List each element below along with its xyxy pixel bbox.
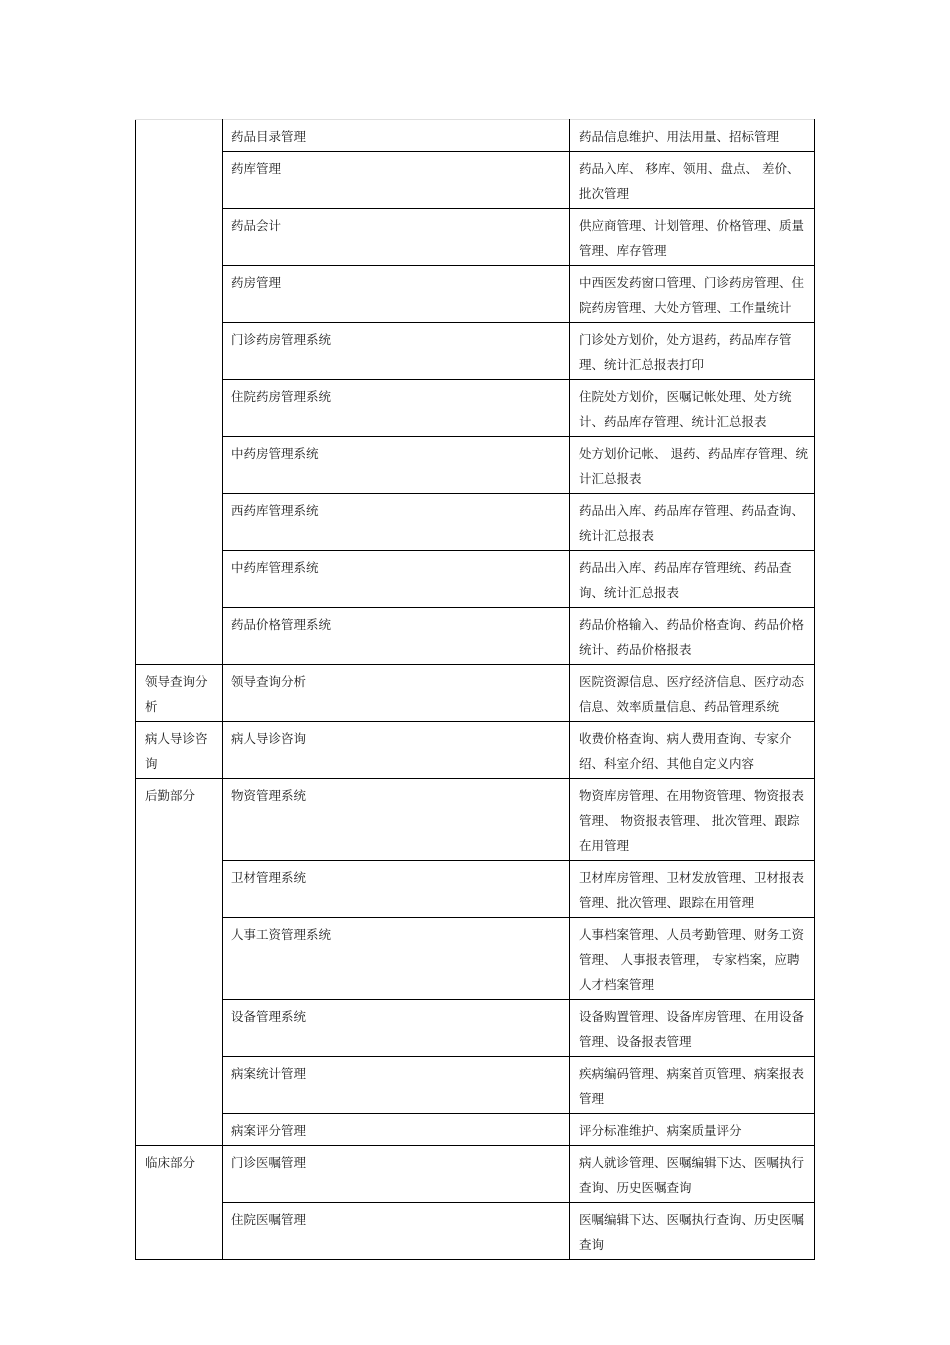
submodule-cell: 设备管理系统 [223, 1000, 570, 1057]
submodule-cell: 病案评分管理 [223, 1114, 570, 1146]
function-cell: 设备购置管理、设备库房管理、在用设备管理、设备报表管理 [570, 1000, 815, 1057]
category-cell: 病人导诊咨询 [136, 722, 223, 779]
function-cell: 供应商管理、计划管理、价格管理、质量管理、库存管理 [570, 209, 815, 266]
function-cell: 药品价格输入、药品价格查询、药品价格统计、药品价格报表 [570, 608, 815, 665]
category-cell [136, 120, 223, 665]
table-row [136, 152, 815, 209]
function-cell: 药品信息维护、用法用量、招标管理 [570, 120, 815, 152]
table-row [136, 1203, 815, 1260]
submodule-cell: 病案统计管理 [223, 1057, 570, 1114]
submodule-cell: 物资管理系统 [223, 779, 570, 861]
submodule-cell: 住院医嘱管理 [223, 1203, 570, 1260]
table-row [136, 1146, 815, 1203]
table-row [136, 665, 815, 722]
submodule-cell: 中药房管理系统 [223, 437, 570, 494]
table-row [136, 1057, 815, 1114]
table-row [136, 722, 815, 779]
table-row [136, 437, 815, 494]
category-cell: 领导查询分析 [136, 665, 223, 722]
table-row [136, 551, 815, 608]
table-row [136, 918, 815, 1000]
function-cell: 住院处方划价，医嘱记帐处理、处方统计、药品库存管理、统计汇总报表 [570, 380, 815, 437]
function-cell: 评分标准维护、病案质量评分 [570, 1114, 815, 1146]
submodule-cell: 住院药房管理系统 [223, 380, 570, 437]
function-cell: 中西医发药窗口管理、门诊药房管理、住院药房管理、大处方管理、工作量统计 [570, 266, 815, 323]
submodule-cell: 药品价格管理系统 [223, 608, 570, 665]
submodule-cell: 门诊医嘱管理 [223, 1146, 570, 1203]
table-row [136, 1000, 815, 1057]
function-cell: 药品出入库、药品库存管理、药品查询、统计汇总报表 [570, 494, 815, 551]
submodule-cell: 药房管理 [223, 266, 570, 323]
table-row [136, 608, 815, 665]
category-cell: 临床部分 [136, 1146, 223, 1260]
table-row [136, 380, 815, 437]
submodule-cell: 药品目录管理 [223, 120, 570, 152]
function-cell: 门诊处方划价，处方退药，药品库存管理、统计汇总报表打印 [570, 323, 815, 380]
submodule-cell: 西药库管理系统 [223, 494, 570, 551]
table-row [136, 779, 815, 861]
function-cell: 物资库房管理、在用物资管理、物资报表管理、 物资报表管理、 批次管理、跟踪在用管理 [570, 779, 815, 861]
table-row [136, 323, 815, 380]
function-cell: 病人就诊管理、医嘱编辑下达、医嘱执行查询、历史医嘱查询 [570, 1146, 815, 1203]
function-cell: 疾病编码管理、病案首页管理、病案报表管理 [570, 1057, 815, 1114]
submodule-cell: 人事工资管理系统 [223, 918, 570, 1000]
module-table [135, 119, 815, 1260]
function-cell: 医嘱编辑下达、医嘱执行查询、历史医嘱查询 [570, 1203, 815, 1260]
submodule-cell: 门诊药房管理系统 [223, 323, 570, 380]
submodule-cell: 领导查询分析 [223, 665, 570, 722]
submodule-cell: 中药库管理系统 [223, 551, 570, 608]
submodule-cell: 病人导诊咨询 [223, 722, 570, 779]
function-cell: 卫材库房管理、卫材发放管理、卫材报表管理、批次管理、跟踪在用管理 [570, 861, 815, 918]
submodule-cell: 卫材管理系统 [223, 861, 570, 918]
function-cell: 药品入库、 移库、领用、盘点、 差价、批次管理 [570, 152, 815, 209]
table-row [136, 494, 815, 551]
table-row [136, 1114, 815, 1146]
table-row [136, 266, 815, 323]
submodule-cell: 药库管理 [223, 152, 570, 209]
submodule-cell: 药品会计 [223, 209, 570, 266]
function-cell: 处方划价记帐、 退药、药品库存管理、统计汇总报表 [570, 437, 815, 494]
category-cell: 后勤部分 [136, 779, 223, 1146]
table-row [136, 861, 815, 918]
function-cell: 医院资源信息、医疗经济信息、医疗动态信息、效率质量信息、药品管理系统 [570, 665, 815, 722]
table-row [136, 120, 815, 152]
table-row [136, 209, 815, 266]
function-cell: 药品出入库、药品库存管理统、药品查询、统计汇总报表 [570, 551, 815, 608]
function-cell: 人事档案管理、人员考勤管理、财务工资管理、 人事报表管理， 专家档案，应聘人才档案管理 [570, 918, 815, 1000]
function-cell: 收费价格查询、病人费用查询、专家介绍、科室介绍、其他自定义内容 [570, 722, 815, 779]
